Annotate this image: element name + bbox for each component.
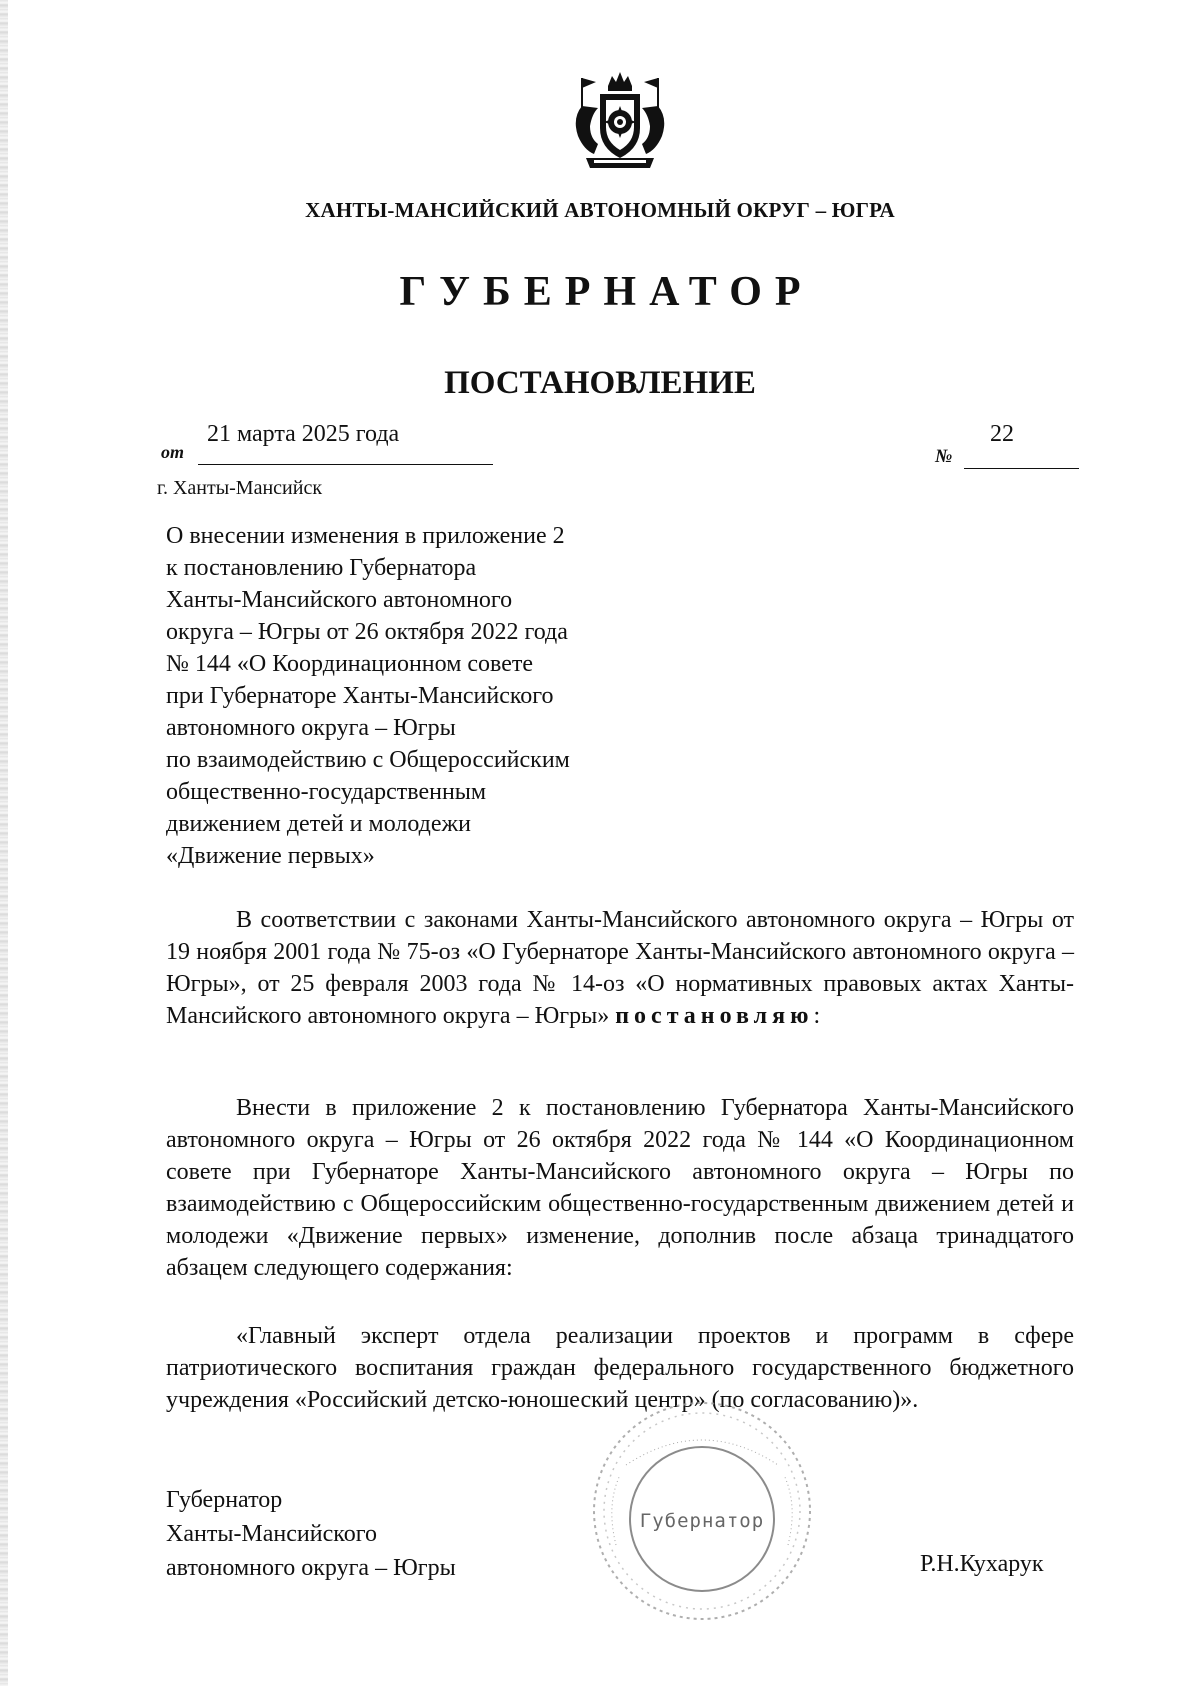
subject-line: № 144 «О Координационном совете	[166, 651, 534, 677]
signatory-position-line: автономного округа – Югры	[166, 1555, 456, 1581]
region-name: ХАНТЫ-МАНСИЙСКИЙ АВТОНОМНЫЙ ОКРУГ – ЮГРА	[305, 198, 895, 222]
signatory-position-line: Ханты-Мансийского	[166, 1521, 377, 1547]
subject-line: округа – Югры от 26 октября 2022 года	[166, 619, 568, 645]
signatory-position	[166, 1483, 456, 1585]
scan-edge-artifact	[0, 0, 8, 1686]
subject-line: общественно-государственным	[166, 779, 487, 805]
official-stamp	[586, 1395, 818, 1627]
number-prefix: №	[935, 446, 953, 467]
number-underline	[964, 448, 1079, 469]
date-prefix: от	[161, 442, 185, 462]
amendment-paragraph: Внести в приложение 2 к постановлению Губернатора Ханты-Мансийского автономного округа – Югры от 26 октября 2022 года № 144 «О Координационном совете при Губернаторе Ханты-Мансийского автономного округа – Югры по взаимодействию с Общероссийским общественно-государственным движением детей и молодежи «Движение первых» изменение, дополнив после абзаца тринадцатого абзацем следующего содержания:	[166, 1095, 1074, 1281]
signatory-name: Р.Н.Кухарук	[920, 1551, 1044, 1577]
subject-line: О внесении изменения в приложение 2	[166, 523, 565, 549]
subject-line: «Движение первых»	[166, 843, 375, 869]
authority-title: ГУБЕРНАТОР	[399, 269, 814, 315]
stamp-text: Губернатор	[639, 1510, 765, 1532]
subject-line: автономного округа – Югры	[166, 715, 456, 741]
decree-word: постановляю	[615, 1003, 814, 1029]
new-paragraph-quote: «Главный эксперт отдела реализации проектов и программ в сфере патриотического воспитания граждан федерального государственного бюджетного учреждения «Российский детско-юношеский центр» (по согласованию)».	[166, 1323, 1074, 1413]
issue-city: г. Ханты-Мансийск	[157, 477, 323, 499]
preamble-text: В соответствии с законами Ханты-Мансийского автономного округа – Югры от 19 ноября 2001 года № 75-оз «О Губернаторе Ханты-Мансийского автономного округа – Югры», от 25 февраля 2003 года № 14-оз «О нормативных правовых актах Ханты-Мансийского автономного округа – Югры»	[166, 907, 1074, 1029]
signatory-position-line: Губернатор	[166, 1487, 283, 1513]
document-subject	[166, 520, 686, 872]
subject-line: по взаимодействию с Общероссийским	[166, 747, 570, 773]
preamble-paragraph	[166, 904, 1074, 1032]
subject-line: при Губернаторе Ханты-Мансийского	[166, 683, 554, 709]
coat-of-arms-emblem	[568, 70, 672, 174]
document-date: 21 марта 2025 года	[207, 421, 400, 447]
document-number: 22	[990, 421, 1014, 447]
subject-line: к постановлению Губернатора	[166, 555, 477, 581]
subject-line: движением детей и молодежи	[166, 811, 471, 837]
subject-line: Ханты-Мансийского автономного	[166, 587, 513, 613]
document-type: ПОСТАНОВЛЕНИЕ	[444, 365, 756, 401]
preamble-end: :	[813, 1003, 821, 1029]
